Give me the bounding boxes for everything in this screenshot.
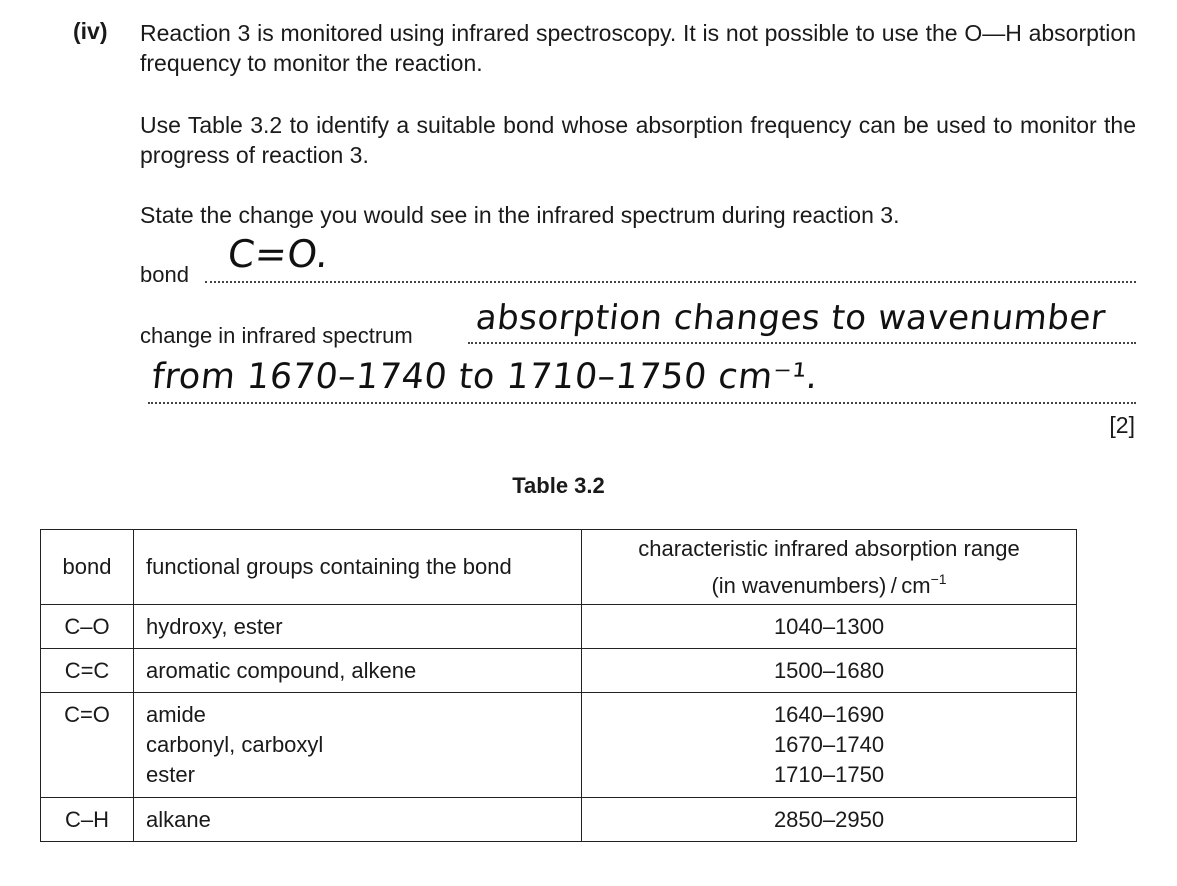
cell-range <box>582 693 1077 798</box>
table-row <box>41 649 1077 693</box>
bond-answer-line <box>205 281 1136 283</box>
table-row <box>41 798 1077 842</box>
cell-groups: hydroxy, ester <box>134 605 582 649</box>
cell-range: 1500–1680 <box>582 649 1077 693</box>
header-range-line2 <box>594 564 1064 601</box>
group-item: carbonyl, carboxyl <box>146 732 324 757</box>
header-range-exponent: −1 <box>930 570 947 587</box>
question-intro: Reaction 3 is monitored using infrared spectroscopy. It is not possible to use the O—H absorption frequency to monitor the reaction. <box>140 20 1136 76</box>
cell-groups: alkane <box>134 798 582 842</box>
change-answer-handwriting-2: from 1670–1740 to 1710–1750 cm⁻¹. <box>149 357 820 397</box>
header-range-unit: (in wavenumbers) / cm <box>711 572 931 598</box>
table-header-row <box>41 530 1077 605</box>
question-instruction-identify: Use Table 3.2 to identify a suitable bond whose absorption frequency can be used to monitor the progress of reaction 3. <box>140 112 1136 168</box>
range-item: 1670–1740 <box>773 732 885 757</box>
change-answer-line-1 <box>468 342 1136 344</box>
range-item: 1640–1690 <box>773 702 885 727</box>
group-item: ester <box>146 762 195 787</box>
table-caption: Table 3.2 <box>512 473 605 498</box>
table-row <box>41 693 1077 798</box>
marks-allocation: [2] <box>1109 412 1135 438</box>
bond-label: bond <box>140 262 189 287</box>
header-absorption-range <box>582 530 1077 605</box>
cell-bond: C=C <box>41 649 134 693</box>
change-label: change in infrared spectrum <box>140 323 413 348</box>
bond-answer-handwriting: C=O. <box>225 232 332 276</box>
question-instruction-state: State the change you would see in the infrared spectrum during reaction 3. <box>140 202 900 228</box>
change-answer-line-2 <box>148 402 1136 404</box>
header-functional-groups: functional groups containing the bond <box>134 530 582 605</box>
range-item: 1710–1750 <box>773 762 885 787</box>
cell-groups: aromatic compound, alkene <box>134 649 582 693</box>
cell-bond: C–H <box>41 798 134 842</box>
cell-bond: C=O <box>41 693 134 798</box>
change-answer-handwriting-1: absorption changes to wavenumber <box>473 298 1108 338</box>
table-row <box>41 605 1077 649</box>
cell-groups <box>134 693 582 798</box>
cell-range: 1040–1300 <box>582 605 1077 649</box>
header-range-line1: characteristic infrared absorption range <box>638 535 1020 561</box>
ir-absorption-table <box>40 529 1077 842</box>
header-bond: bond <box>41 530 134 605</box>
group-item: amide <box>146 702 206 727</box>
cell-range: 2850–2950 <box>582 798 1077 842</box>
question-number: (iv) <box>73 18 108 44</box>
cell-bond: C–O <box>41 605 134 649</box>
